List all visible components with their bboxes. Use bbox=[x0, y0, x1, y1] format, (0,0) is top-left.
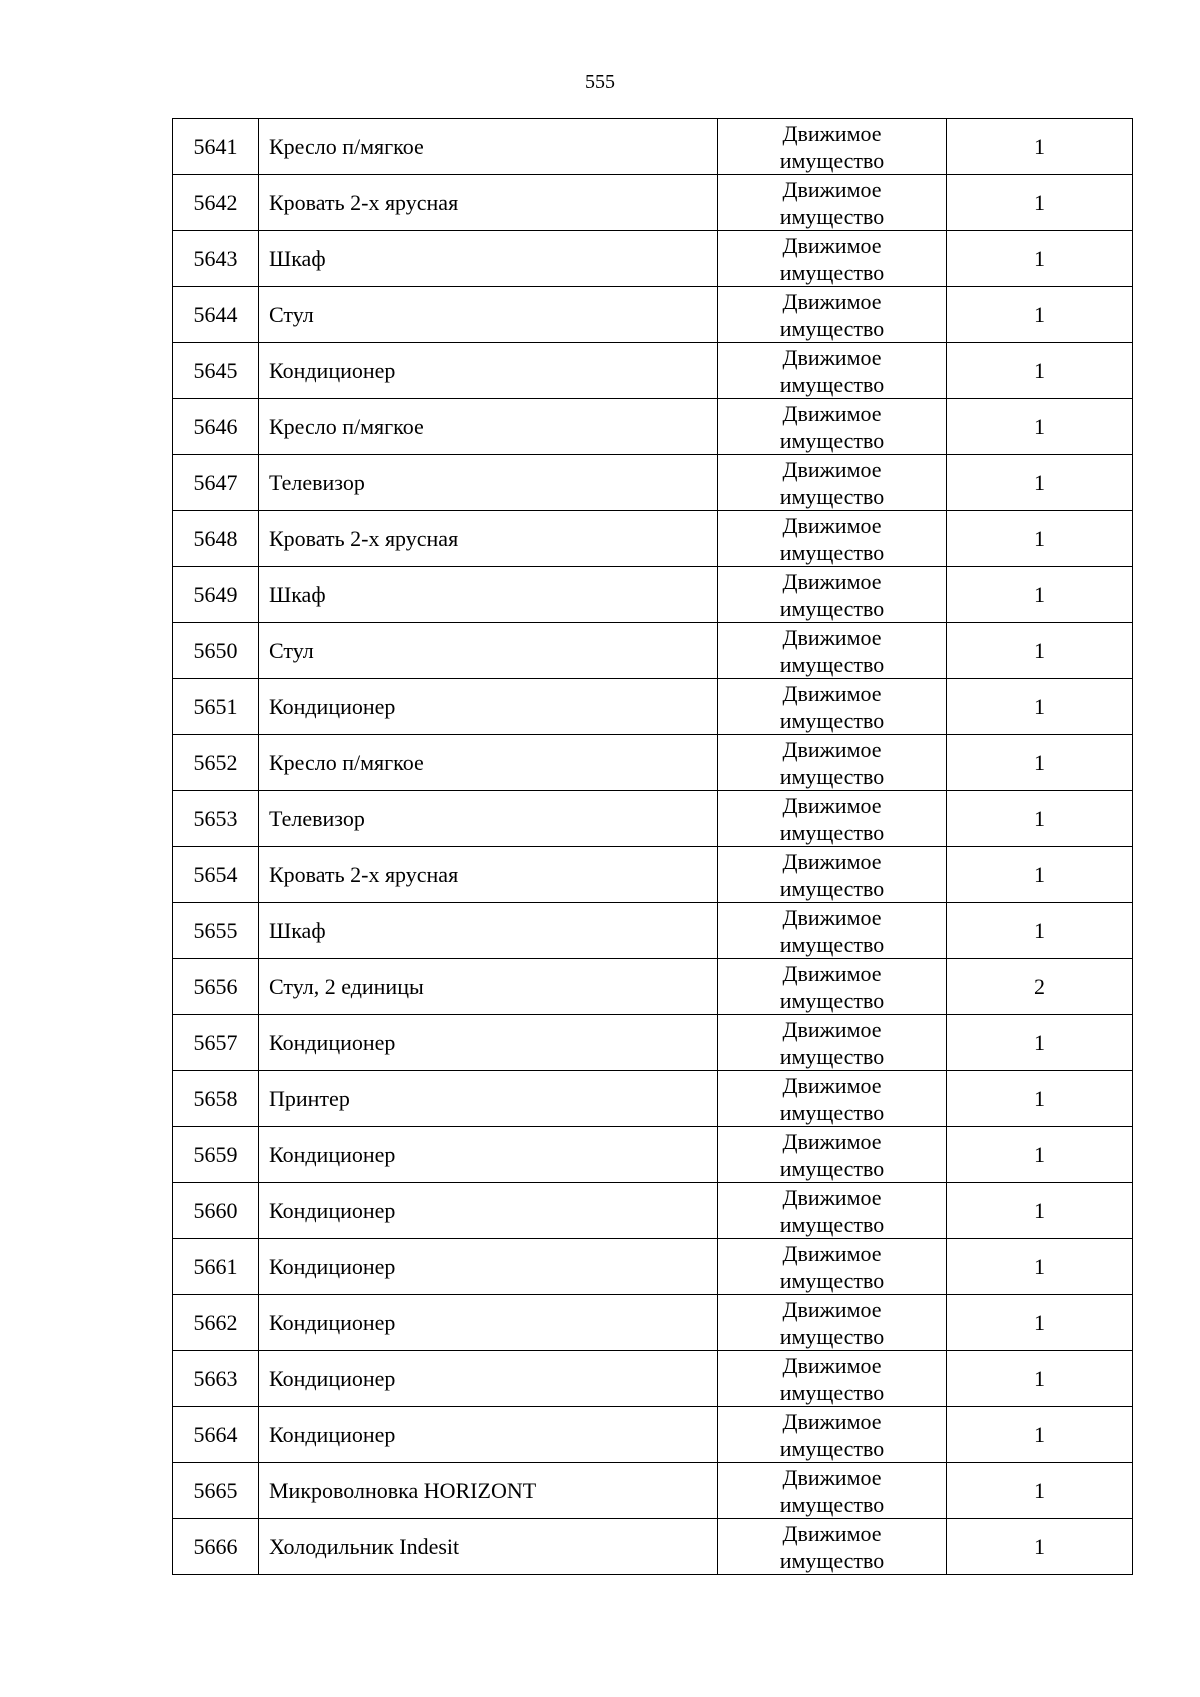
property-type-line-2: имущество bbox=[779, 931, 885, 957]
property-type-line-1: Движимое bbox=[782, 456, 882, 482]
quantity-cell: 1 bbox=[947, 903, 1133, 959]
table-row bbox=[173, 1127, 1133, 1183]
property-type-line-1: Движимое bbox=[782, 1408, 882, 1434]
row-number-cell: 5644 bbox=[173, 287, 259, 343]
property-type-line-2: имущество bbox=[779, 483, 885, 509]
row-number-cell: 5657 bbox=[173, 1015, 259, 1071]
property-type-cell bbox=[718, 1183, 947, 1239]
table-row bbox=[173, 175, 1133, 231]
property-type-cell bbox=[718, 1295, 947, 1351]
table-row bbox=[173, 1295, 1133, 1351]
row-number-cell: 5651 bbox=[173, 679, 259, 735]
item-name-cell: Шкаф bbox=[259, 231, 718, 287]
row-number-cell: 5663 bbox=[173, 1351, 259, 1407]
item-name-cell: Кресло п/мягкое bbox=[259, 735, 718, 791]
property-type-line-1: Движимое bbox=[782, 1072, 882, 1098]
quantity-cell: 1 bbox=[947, 1183, 1133, 1239]
item-name-cell: Кондиционер bbox=[259, 343, 718, 399]
row-number-cell: 5660 bbox=[173, 1183, 259, 1239]
quantity-cell: 1 bbox=[947, 1407, 1133, 1463]
property-type-line-2: имущество bbox=[779, 1379, 885, 1405]
quantity-cell: 1 bbox=[947, 287, 1133, 343]
row-number-cell: 5648 bbox=[173, 511, 259, 567]
quantity-cell: 1 bbox=[947, 343, 1133, 399]
property-type-line-1: Движимое bbox=[782, 120, 882, 146]
row-number-cell: 5642 bbox=[173, 175, 259, 231]
table-row bbox=[173, 399, 1133, 455]
property-type-line-1: Движимое bbox=[782, 400, 882, 426]
item-name-cell: Шкаф bbox=[259, 567, 718, 623]
item-name-cell: Холодильник Indesit bbox=[259, 1519, 718, 1575]
row-number-cell: 5655 bbox=[173, 903, 259, 959]
property-type-cell bbox=[718, 231, 947, 287]
property-type-cell bbox=[718, 1071, 947, 1127]
item-name-cell: Кровать 2-х ярусная bbox=[259, 175, 718, 231]
table-row bbox=[173, 847, 1133, 903]
row-number-cell: 5664 bbox=[173, 1407, 259, 1463]
property-type-cell bbox=[718, 1127, 947, 1183]
quantity-cell: 1 bbox=[947, 1239, 1133, 1295]
item-name-cell: Микроволновка HORIZONT bbox=[259, 1463, 718, 1519]
property-type-line-2: имущество bbox=[779, 427, 885, 453]
property-type-line-2: имущество bbox=[779, 1211, 885, 1237]
property-type-cell bbox=[718, 399, 947, 455]
property-type-line-2: имущество bbox=[779, 147, 885, 173]
table-row bbox=[173, 791, 1133, 847]
row-number-cell: 5654 bbox=[173, 847, 259, 903]
property-type-cell bbox=[718, 791, 947, 847]
table-row bbox=[173, 231, 1133, 287]
item-name-cell: Стул bbox=[259, 287, 718, 343]
property-type-cell bbox=[718, 175, 947, 231]
item-name-cell: Кондиционер bbox=[259, 1183, 718, 1239]
inventory-table bbox=[172, 118, 1133, 1575]
item-name-cell: Кондиционер bbox=[259, 679, 718, 735]
item-name-cell: Телевизор bbox=[259, 455, 718, 511]
table-row bbox=[173, 343, 1133, 399]
property-type-line-1: Движимое bbox=[782, 904, 882, 930]
property-type-line-2: имущество bbox=[779, 371, 885, 397]
table-row bbox=[173, 455, 1133, 511]
property-type-line-2: имущество bbox=[779, 1267, 885, 1293]
property-type-line-2: имущество bbox=[779, 987, 885, 1013]
property-type-cell bbox=[718, 343, 947, 399]
property-type-line-1: Движимое bbox=[782, 176, 882, 202]
item-name-cell: Кондиционер bbox=[259, 1239, 718, 1295]
property-type-cell bbox=[718, 1351, 947, 1407]
quantity-cell: 1 bbox=[947, 119, 1133, 175]
property-type-cell bbox=[718, 287, 947, 343]
property-type-line-1: Движимое bbox=[782, 1464, 882, 1490]
property-type-line-1: Движимое bbox=[782, 736, 882, 762]
property-type-line-2: имущество bbox=[779, 763, 885, 789]
property-type-line-2: имущество bbox=[779, 651, 885, 677]
row-number-cell: 5650 bbox=[173, 623, 259, 679]
table-row bbox=[173, 623, 1133, 679]
row-number-cell: 5653 bbox=[173, 791, 259, 847]
property-type-line-2: имущество bbox=[779, 595, 885, 621]
property-type-line-2: имущество bbox=[779, 707, 885, 733]
quantity-cell: 1 bbox=[947, 1127, 1133, 1183]
quantity-cell: 1 bbox=[947, 175, 1133, 231]
property-type-line-1: Движимое bbox=[782, 568, 882, 594]
property-type-cell bbox=[718, 1463, 947, 1519]
property-type-cell bbox=[718, 1239, 947, 1295]
quantity-cell: 1 bbox=[947, 455, 1133, 511]
item-name-cell: Телевизор bbox=[259, 791, 718, 847]
table-row bbox=[173, 1071, 1133, 1127]
property-type-cell bbox=[718, 959, 947, 1015]
item-name-cell: Стул bbox=[259, 623, 718, 679]
row-number-cell: 5662 bbox=[173, 1295, 259, 1351]
property-type-line-1: Движимое bbox=[782, 344, 882, 370]
table-row bbox=[173, 1239, 1133, 1295]
property-type-line-2: имущество bbox=[779, 875, 885, 901]
quantity-cell: 1 bbox=[947, 623, 1133, 679]
quantity-cell: 1 bbox=[947, 1519, 1133, 1575]
property-type-line-2: имущество bbox=[779, 1435, 885, 1461]
property-type-line-2: имущество bbox=[779, 1155, 885, 1181]
quantity-cell: 1 bbox=[947, 791, 1133, 847]
property-type-line-2: имущество bbox=[779, 539, 885, 565]
row-number-cell: 5661 bbox=[173, 1239, 259, 1295]
row-number-cell: 5645 bbox=[173, 343, 259, 399]
property-type-cell bbox=[718, 903, 947, 959]
property-type-line-2: имущество bbox=[779, 1491, 885, 1517]
table-row bbox=[173, 1351, 1133, 1407]
quantity-cell: 1 bbox=[947, 1295, 1133, 1351]
item-name-cell: Кондиционер bbox=[259, 1015, 718, 1071]
property-type-line-1: Движимое bbox=[782, 1128, 882, 1154]
row-number-cell: 5652 bbox=[173, 735, 259, 791]
quantity-cell: 1 bbox=[947, 231, 1133, 287]
property-type-line-1: Движимое bbox=[782, 680, 882, 706]
quantity-cell: 1 bbox=[947, 1071, 1133, 1127]
property-type-line-2: имущество bbox=[779, 259, 885, 285]
item-name-cell: Кровать 2-х ярусная bbox=[259, 847, 718, 903]
quantity-cell: 1 bbox=[947, 735, 1133, 791]
row-number-cell: 5658 bbox=[173, 1071, 259, 1127]
property-type-line-2: имущество bbox=[779, 315, 885, 341]
property-type-cell bbox=[718, 735, 947, 791]
property-type-line-2: имущество bbox=[779, 203, 885, 229]
property-type-cell bbox=[718, 679, 947, 735]
property-type-cell bbox=[718, 1407, 947, 1463]
item-name-cell: Кондиционер bbox=[259, 1351, 718, 1407]
table-row bbox=[173, 679, 1133, 735]
quantity-cell: 1 bbox=[947, 1015, 1133, 1071]
row-number-cell: 5666 bbox=[173, 1519, 259, 1575]
quantity-cell: 1 bbox=[947, 1463, 1133, 1519]
property-type-line-1: Движимое bbox=[782, 624, 882, 650]
property-type-line-1: Движимое bbox=[782, 960, 882, 986]
property-type-cell bbox=[718, 1519, 947, 1575]
item-name-cell: Кресло п/мягкое bbox=[259, 399, 718, 455]
row-number-cell: 5665 bbox=[173, 1463, 259, 1519]
table-row bbox=[173, 119, 1133, 175]
property-type-line-1: Движимое bbox=[782, 1352, 882, 1378]
item-name-cell: Принтер bbox=[259, 1071, 718, 1127]
property-type-line-2: имущество bbox=[779, 1547, 885, 1573]
item-name-cell: Кресло п/мягкое bbox=[259, 119, 718, 175]
property-type-line-1: Движимое bbox=[782, 288, 882, 314]
row-number-cell: 5656 bbox=[173, 959, 259, 1015]
property-type-line-1: Движимое bbox=[782, 1296, 882, 1322]
item-name-cell: Стул, 2 единицы bbox=[259, 959, 718, 1015]
table-row bbox=[173, 735, 1133, 791]
property-type-line-2: имущество bbox=[779, 1099, 885, 1125]
property-type-cell bbox=[718, 567, 947, 623]
table-row bbox=[173, 903, 1133, 959]
row-number-cell: 5647 bbox=[173, 455, 259, 511]
table-row bbox=[173, 1183, 1133, 1239]
property-type-cell bbox=[718, 455, 947, 511]
item-name-cell: Кондиционер bbox=[259, 1127, 718, 1183]
table-row bbox=[173, 1463, 1133, 1519]
table-row bbox=[173, 1519, 1133, 1575]
property-type-line-1: Движимое bbox=[782, 1240, 882, 1266]
item-name-cell: Шкаф bbox=[259, 903, 718, 959]
property-type-cell bbox=[718, 623, 947, 679]
row-number-cell: 5649 bbox=[173, 567, 259, 623]
property-type-cell bbox=[718, 847, 947, 903]
property-type-line-2: имущество bbox=[779, 819, 885, 845]
property-type-cell bbox=[718, 119, 947, 175]
table-row bbox=[173, 511, 1133, 567]
property-type-line-1: Движимое bbox=[782, 792, 882, 818]
table-row bbox=[173, 567, 1133, 623]
quantity-cell: 1 bbox=[947, 399, 1133, 455]
item-name-cell: Кондиционер bbox=[259, 1295, 718, 1351]
table-row bbox=[173, 1407, 1133, 1463]
row-number-cell: 5643 bbox=[173, 231, 259, 287]
property-type-line-2: имущество bbox=[779, 1323, 885, 1349]
quantity-cell: 1 bbox=[947, 511, 1133, 567]
item-name-cell: Кондиционер bbox=[259, 1407, 718, 1463]
quantity-cell: 1 bbox=[947, 1351, 1133, 1407]
property-type-line-1: Движимое bbox=[782, 848, 882, 874]
property-type-cell bbox=[718, 1015, 947, 1071]
row-number-cell: 5659 bbox=[173, 1127, 259, 1183]
quantity-cell: 1 bbox=[947, 847, 1133, 903]
inventory-table-body bbox=[173, 119, 1133, 1575]
property-type-line-1: Движимое bbox=[782, 1184, 882, 1210]
property-type-line-1: Движимое bbox=[782, 1520, 882, 1546]
property-type-line-2: имущество bbox=[779, 1043, 885, 1069]
item-name-cell: Кровать 2-х ярусная bbox=[259, 511, 718, 567]
table-row bbox=[173, 1015, 1133, 1071]
table-row bbox=[173, 959, 1133, 1015]
quantity-cell: 1 bbox=[947, 679, 1133, 735]
row-number-cell: 5641 bbox=[173, 119, 259, 175]
property-type-cell bbox=[718, 511, 947, 567]
quantity-cell: 1 bbox=[947, 567, 1133, 623]
page-number: 555 bbox=[585, 71, 615, 93]
property-type-line-1: Движимое bbox=[782, 1016, 882, 1042]
property-type-line-1: Движимое bbox=[782, 232, 882, 258]
table-row bbox=[173, 287, 1133, 343]
property-type-line-1: Движимое bbox=[782, 512, 882, 538]
row-number-cell: 5646 bbox=[173, 399, 259, 455]
quantity-cell: 2 bbox=[947, 959, 1133, 1015]
